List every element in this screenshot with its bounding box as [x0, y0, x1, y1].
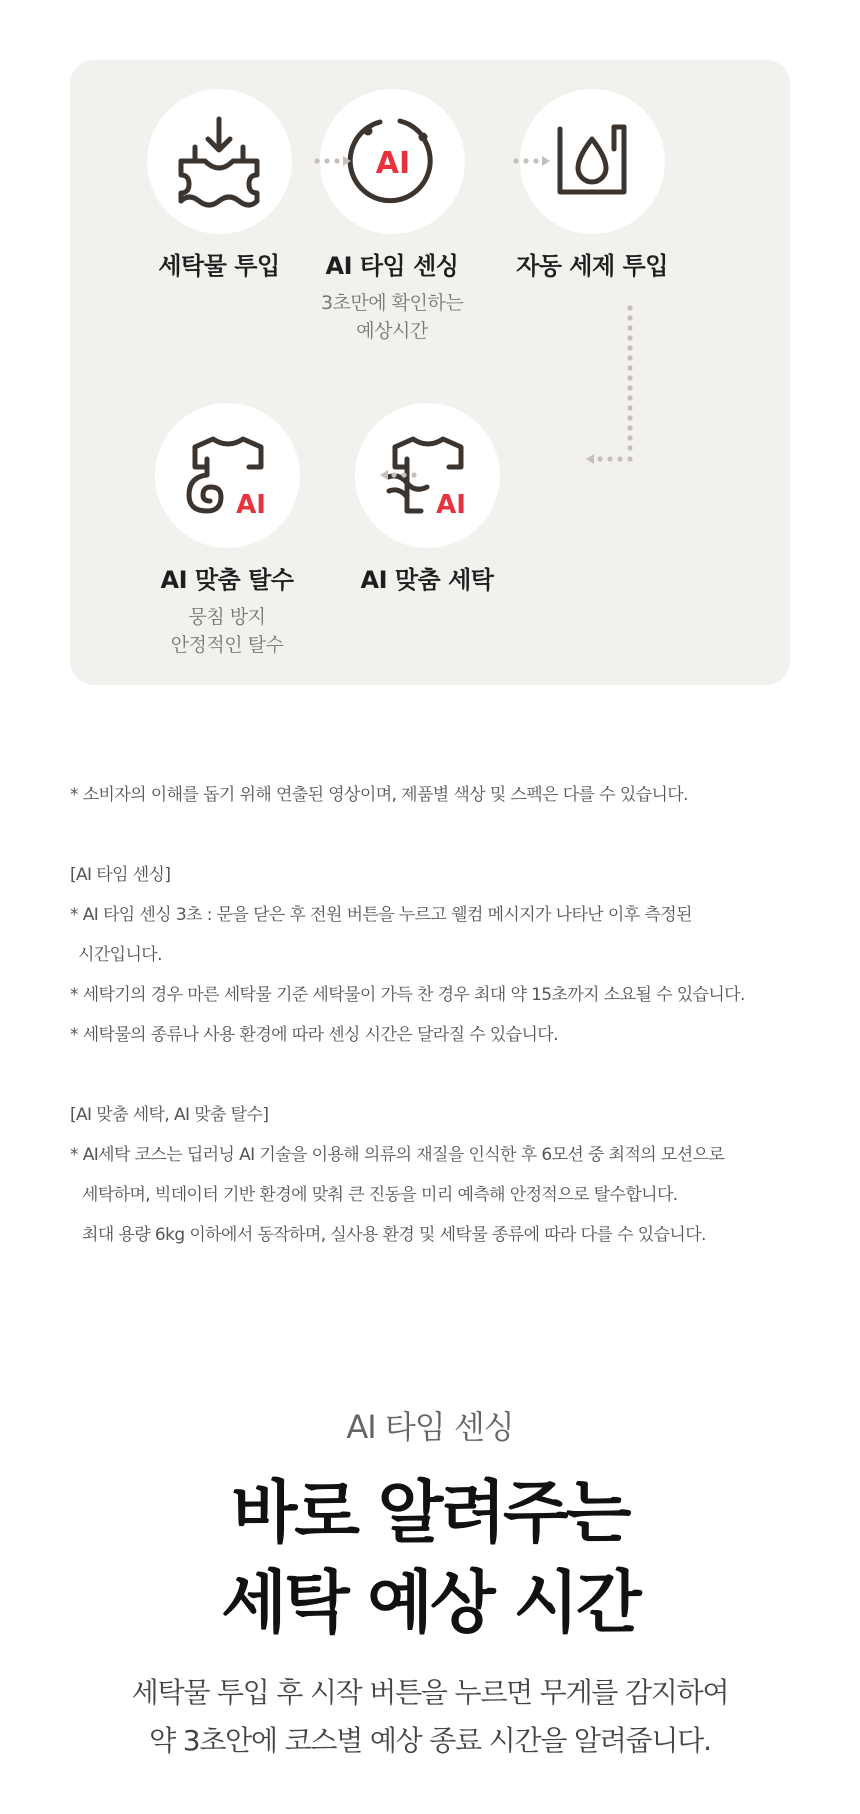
note-section-heading: [AI 맞춤 세탁, AI 맞춤 탈수] — [70, 1105, 269, 1125]
step-desc — [277, 289, 507, 345]
note-line: * AI세탁 코스는 딥러닝 AI 기술을 이용해 의류의 재질을 인식한 후 6모션 중 최적의 모션으로 — [70, 1145, 725, 1165]
footnotes — [70, 775, 800, 1255]
step-title: 세탁물 투입 — [158, 252, 280, 280]
ai-badge: AI — [235, 490, 266, 520]
step-auto-detergent — [477, 89, 707, 281]
note-line: * AI 타임 센싱 3초 : 문을 닫은 후 전원 버튼을 누르고 웰컴 메시지가 나타난 이후 측정된 — [70, 905, 692, 925]
note-line: 세탁하며, 빅데이터 기반 환경에 맞춰 큰 진동을 미리 예측해 안정적으로 탈수합니다. — [82, 1185, 678, 1205]
step-desc-line: 3초만에 확인하는 — [320, 292, 464, 314]
feature-heading — [0, 1469, 860, 1649]
step-desc — [112, 603, 342, 659]
note-line: * 세탁물의 종류나 사용 환경에 따라 센싱 시간은 달라질 수 있습니다. — [70, 1025, 558, 1045]
feature-heading-line: 세탁 예상 시간 — [221, 1564, 639, 1643]
step-title: 자동 세제 투입 — [516, 252, 668, 280]
note-line: 최대 용량 6kg 이하에서 동작하며, 실사용 환경 및 세탁물 종류에 따라 다를 수 있습니다. — [82, 1225, 706, 1245]
step-desc-line: 안정적인 탈수 — [170, 634, 284, 656]
laundry-input-icon — [147, 89, 292, 234]
step-title: AI 맞춤 탈수 — [160, 566, 294, 594]
step-icon-circle — [155, 403, 300, 548]
step-desc-line: 예상시간 — [356, 320, 428, 342]
process-diagram-card — [70, 60, 790, 685]
step-ai-custom-spin — [112, 403, 342, 659]
feature-kicker: AI 타임 센싱 — [346, 1408, 514, 1446]
step-title: AI 맞춤 세탁 — [360, 566, 494, 594]
note-line: 시간입니다. — [78, 945, 162, 965]
connector-arrow-3-4 — [584, 304, 634, 484]
step-ai-time-sensing — [277, 89, 507, 345]
ai-badge: AI — [375, 146, 410, 181]
step-ai-custom-wash — [312, 403, 542, 595]
step-icon-circle — [355, 403, 500, 548]
shirt-ai-spin-icon — [155, 403, 300, 548]
step-icon-circle — [147, 89, 292, 234]
feature-description — [0, 1669, 860, 1765]
feature-desc-line: 약 3초안에 코스별 예상 종료 시간을 알려줍니다. — [149, 1724, 711, 1757]
feature-desc-line: 세탁물 투입 후 시작 버튼을 누르면 무게를 감지하여 — [131, 1676, 729, 1709]
note-section-heading: [AI 타임 센싱] — [70, 865, 171, 885]
step-title: AI 타임 센싱 — [325, 252, 459, 280]
connector-arrow-2-3 — [512, 153, 552, 169]
shirt-ai-wash-icon — [355, 403, 500, 548]
connector-arrow-1-2 — [313, 153, 353, 169]
ai-badge: AI — [435, 490, 466, 520]
note-line: * 세탁기의 경우 마른 세탁물 기준 세탁물이 가득 찬 경우 최대 약 15초까지 소요될 수 있습니다. — [70, 985, 745, 1005]
disclaimer-note: * 소비자의 이해를 돕기 위해 연출된 영상이며, 제품별 색상 및 스펙은 다를 수 있습니다. — [70, 785, 688, 805]
connector-arrow-4-5 — [378, 467, 418, 483]
feature-heading-line: 바로 알려주는 — [231, 1474, 629, 1553]
feature-section — [0, 1405, 860, 1765]
step-desc-line: 뭉침 방지 — [188, 606, 266, 628]
